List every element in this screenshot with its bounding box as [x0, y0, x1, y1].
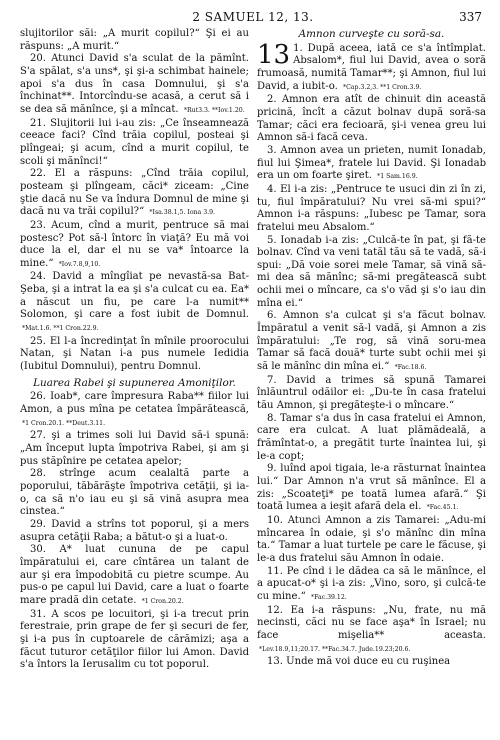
verse-text: 11. Pe cînd i le dădea ca să le mănînce, el a apucat-o* şi i-a zis: „Vino, soro, şi culcă-te cu mine.“ [257, 565, 486, 602]
page-number: 337 [459, 10, 482, 24]
verse-text: 29. David a strîns tot poporul, şi a mers asupra cetăţii Raba; a bătut-o şi a luat-o. [20, 518, 249, 543]
verse [20, 220, 249, 272]
cross-reference: *1 Sam.16.9. [377, 173, 418, 181]
cross-reference: *Iov.7.8,9,10. [58, 260, 101, 268]
verse [20, 168, 249, 220]
verse-text: 10. Atunci Amnon a zis Tamarei: „Adu-mi mîncarea în odaie, şi s'o mănînc din mîna ta.“ Tamar a luat turtele pe care le făcuse, şi le-a dus fratelui său Amnon în odaie. [257, 514, 486, 564]
verse-text: 8. Tamar s'a dus în casa fratelui ei Amnon, care era culcat. A luat plămădeală, a frămîntat-o, a pregătit turte înaintea lui, şi le-a copt; [257, 412, 486, 462]
verse-continuation [20, 28, 249, 53]
cross-reference: *Mat.1.6. **1 Cron.22.9. [22, 325, 99, 333]
verse [20, 468, 249, 519]
verse [257, 184, 486, 235]
cross-reference: *Fac.18.6. [394, 364, 427, 372]
verse [20, 544, 249, 608]
verse [20, 271, 249, 335]
verse [257, 566, 486, 605]
cross-reference: *Isa.38.1,5. Iona 3.9. [149, 209, 216, 217]
verse-text: 21. Slujitorii lui i-au zis: „Ce înseamnează ceeace faci? Cînd trăia copilul, posteai şi plîngeai; şi acum, cînd a murit copilul, te scoli şi mănînci!“ [20, 117, 249, 167]
verse-text: 5. Ionadab i-a zis: „Culcă-te în pat, şi fă-te bolnav. Cînd va veni tatăl tău să te vadă, să-i spui: „Dă voie sorei mele Tamar, să vină să-mi dea să mănînc; să-mi pregătească subt ochii mei o mîncare, ca s'o văd şi s'o iau din mîna ei.“ [257, 234, 486, 309]
verse-text: 23. Acum, cînd a murit, pentruce să mai postesc? Pot să-l întorc în viaţă? Eu mă voi duce la el, dar el nu se va* întoarce la mine.“ [20, 219, 249, 269]
verse-text: 22. El a răspuns: „Cînd trăia copilul, posteam şi plîngeam, căci* ziceam: „Cine ştie dacă nu Se va îndura Domnul de mine şi dacă nu va trăi copilul?“ [20, 168, 249, 218]
verse [257, 94, 486, 145]
verse-text: 31. A scos pe locuitori, şi i-a trecut prin ferestraie, prin grape de fer şi securi de fer, şi i-a pus în cuptoarele de cărămizi; aşa a făcut tuturor cetăţilor fiilor lui Amon. David s'a întors la Ierusalim cu tot poporul. [20, 608, 249, 671]
verse [257, 605, 486, 657]
verse [20, 118, 249, 169]
verse-text: 26. Ioab*, care împresura Raba** fiilor lui Amon, a pus mîna pe cetatea împărătească, [20, 391, 249, 416]
verse [20, 519, 249, 544]
verse-text: 4. El i-a zis: „Pentruce te usuci din zi în zi, tu, fiul împăratului? Nu vrei să-mi spui?“ Amnon i-a răspuns: „Iubesc pe Tamar, sora fratelui meu Absalom.“ [257, 183, 486, 233]
verse-text: slujitorilor săi: „A murit copilul?“ Şi ei au răspuns: „A murit.“ [20, 28, 249, 52]
verse-text: 30. A* luat cununa de pe capul împăratului ei, care cîntărea un talant de aur şi era împodobită cu pietre scumpe. Au pus-o pe capul lui David, care a luat o foarte mare pradă din cetate. [20, 544, 249, 606]
cross-reference: *1 Cron.20.2. [141, 597, 184, 605]
verse [257, 656, 486, 669]
chapter-start [257, 39, 486, 95]
verse-text: 6. Amnon s'a culcat şi s'a făcut bolnav. Împăratul a venit să-l vadă, şi Amnon a zis împăratului: „Te rog, să vină soru-mea Tamar să facă două* turte subt ochii mei şi să le mănînc din mîna ei.“ [257, 310, 486, 373]
verse [257, 375, 486, 413]
verse-text: 24. David a mîngîiat pe nevastă-sa Bat-Şeba, şi a intrat la ea şi s'a culcat cu ea. Ea* a născut un fiu, pe care l-a numit** Solomon, şi care a fost iubit de Domnul. [20, 271, 249, 321]
verse-text: 27. şi a trimes soli lui David să-i spună: „Am început lupta împotriva Rabei, şi am şi pus stăpînire pe cetatea apelor; [20, 430, 249, 467]
text-columns [20, 28, 486, 740]
cross-reference: *Fac.39.12. [310, 593, 347, 601]
verse-text: 9. luînd apoi tigaia, le-a răsturnat înaintea lui.“ Dar Amnon n'a vrut să mănînce. El a zis: „Scoateţi* pe toată lumea afară.“ Şi toată lumea a ieşit afară dela el. [257, 463, 486, 513]
section-heading: Amnon curveşte cu soră-sa. [298, 28, 445, 40]
left-column [20, 28, 249, 740]
cross-reference: *Fac.45.1. [426, 504, 459, 512]
verse-text: 12. Ea i-a răspuns: „Nu, frate, nu mă necinsti, căci nu se face aşa* în Israel; nu face mişelia** aceasta. [257, 604, 486, 641]
verse-text: 2. Amnon era atît de chinuit din această pricină, încît a căzut bolnav după soră-sa Tamar; căci era fecioară, şi-i venea greu lui Amnon să-i facă ceva. [257, 94, 486, 144]
verse [20, 609, 249, 672]
verse [20, 53, 249, 117]
verse [257, 310, 486, 374]
chapter-number: 13 [257, 39, 291, 70]
verse-text: 28. strînge acum cealaltă parte a poporului, tăbărăşte împotriva cetăţii, şi ia-o, ca să n'o iau eu şi să vină asupra mea cinstea.“ [20, 468, 249, 518]
page-header [20, 8, 486, 28]
cross-reference: *1 Cron.20.1. **Deut.3.11. [22, 419, 106, 427]
cross-reference: *Lev.18.9,11;20.17. **Fac.34.7. Jude.19.23;20.6. [259, 645, 411, 653]
verse [257, 463, 486, 515]
verse-text: 3. Amnon avea un prieten, numit Ionadab, fiul lui Şimea*, fratele lui David. Şi Ionadab era un om foarte şiret. [257, 144, 486, 182]
verse-text: 1. După aceea, iată ce s'a întîmplat. Absalom*, fiul lui David, avea o soră frumoasă, numită Tamar**; şi Amnon, fiul lui David, a iubit-o. [257, 42, 486, 92]
verse [20, 336, 249, 374]
verse [257, 235, 486, 311]
right-column [257, 28, 486, 740]
verse-text: 20. Atunci David s'a sculat de la pămînt. S'a spălat, s'a uns*, şi şi-a schimbat hainele; apoi s'a dus în casa Domnului, şi s'a închinat**. Intorcîndu-se acasă, a cerut să i se dea să mănînce, şi a mîncat. [20, 53, 249, 115]
verse [257, 413, 486, 464]
verse [20, 430, 249, 468]
cross-reference: *Cap.3.2,3. **1 Cron.3.9. [342, 83, 422, 91]
verse [257, 145, 486, 184]
running-title: 2 SAMUEL 12, 13. [192, 10, 314, 24]
verse-text: 25. El l-a încredinţat în mînile proorocului Natan, şi Natan i-a pus numele Iedidia (Iubitul Domnului), pentru Domnul. [20, 335, 249, 373]
verse-text: 7. David a trimes să spună Tamarei înlăuntrul odăilor ei: „Du-te în casa fratelui tău Amnon, şi pregăteşte-i o mîncare.“ [257, 374, 486, 412]
verse [257, 515, 486, 566]
verse [20, 391, 249, 430]
verse-text: 13. Unde mă voi duce eu cu ruşinea [267, 656, 451, 668]
cross-reference: *Rut3.3. **Iov.1.20. [183, 106, 245, 114]
section-heading: Luarea Rabei şi supunerea Amoniţilor. [33, 376, 236, 389]
